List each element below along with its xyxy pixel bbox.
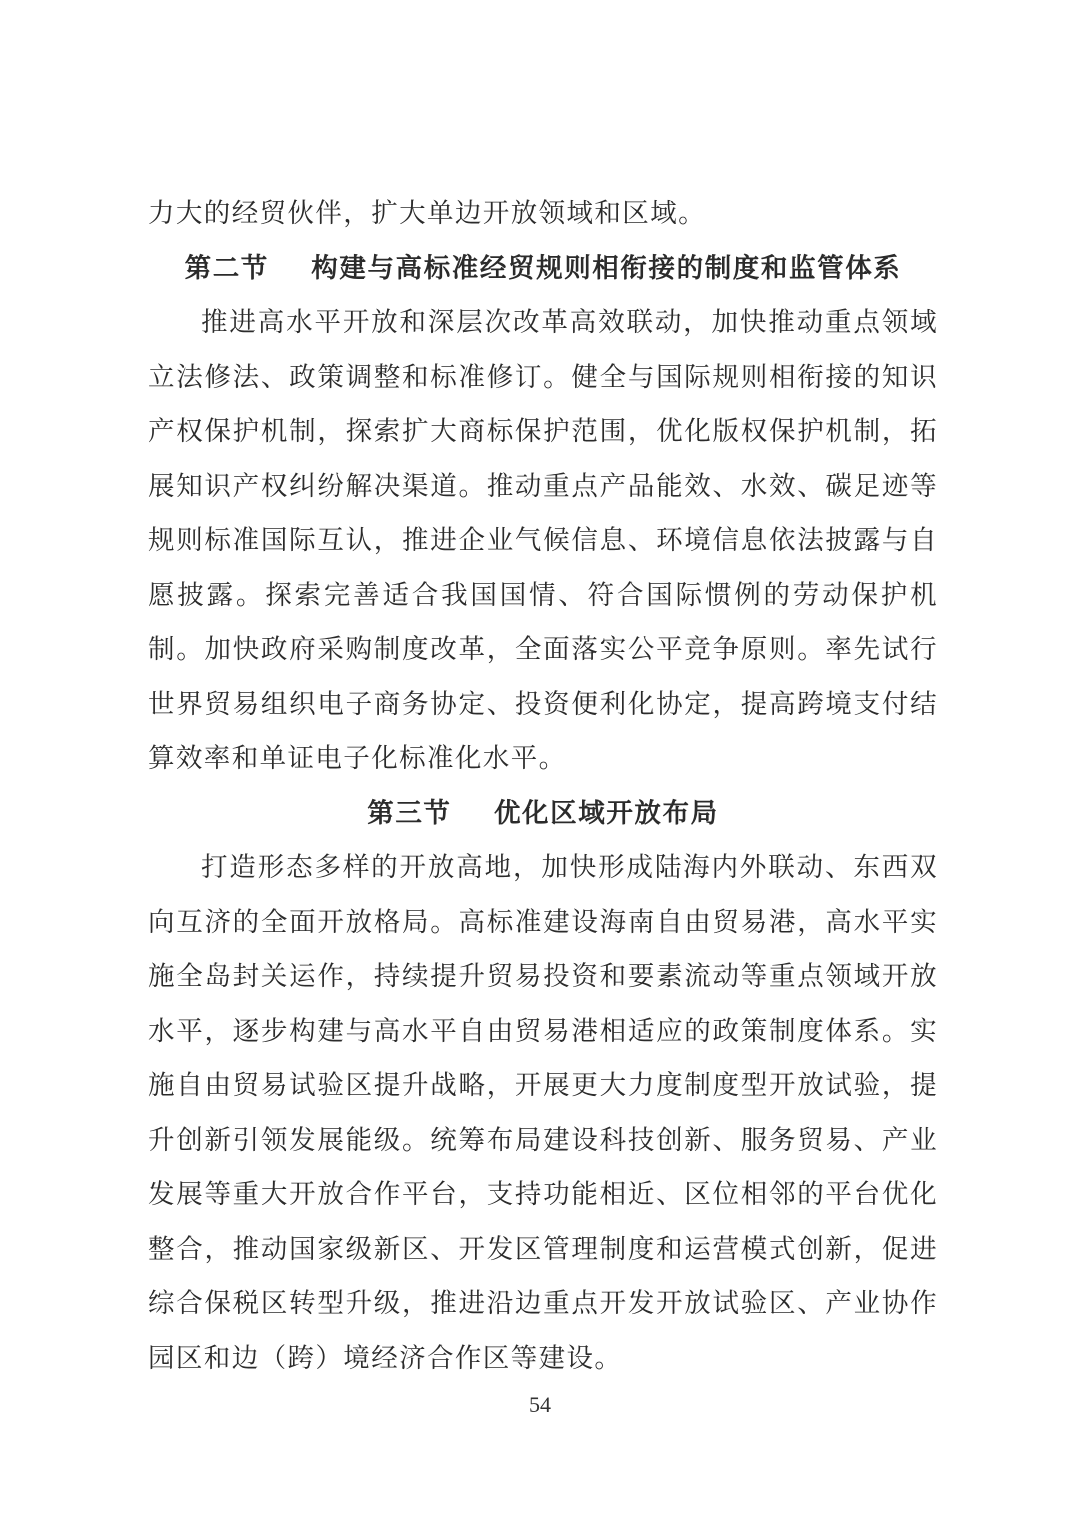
section-heading-2 [148,242,938,297]
section-heading-3 [148,787,938,842]
section-number: 第三节 [367,797,452,829]
section-title: 优化区域开放布局 [493,797,719,829]
page-number: 54 [529,1392,551,1417]
paragraph-rules-alignment: 推进高水平开放和深层次改革高效联动，加快推动重点领域立法修法、政策调整和标准修订。健全与国际规则相衔接的知识产权保护机制，探索扩大商标保护范围，优化版权保护机制，拓展知识产权纠纷解决渠道。推动重点产品能效、水效、碳足迹等规则标准国际互认，推进企业气候信息、环境信息依法披露与自愿披露。探索完善适合我国国情、符合国际惯例的劳动保护机制。加快政府采购制度改革，全面落实公平竞争原则。率先试行世界贸易组织电子商务协定、投资便利化协定，提高跨境支付结算效率和单证电子化标准化水平。 [148,307,938,774]
section-number: 第二节 [184,252,269,284]
document-body [148,187,938,1386]
paragraph-regional-layout: 打造形态多样的开放高地，加快形成陆海内外联动、东西双向互济的全面开放格局。高标准建设海南自由贸易港，高水平实施全岛封关运作，持续提升贸易投资和要素流动等重点领域开放水平，逐步构建与高水平自由贸易港相适应的政策制度体系。实施自由贸易试验区提升战略，开展更大力度制度型开放试验，提升创新引领发展能级。统筹布局建设科技创新、服务贸易、产业发展等重大开放合作平台，支持功能相近、区位相邻的平台优化整合，推动国家级新区、开发区管理制度和运营模式创新，促进综合保税区转型升级，推进沿边重点开发开放试验区、产业协作园区和边（跨）境经济合作区等建设。 [148,852,938,1374]
paragraph-continuation: 力大的经贸伙伴，扩大单边开放领域和区域。 [148,198,706,229]
section-title: 构建与高标准经贸规则相衔接的制度和监管体系 [311,252,902,284]
